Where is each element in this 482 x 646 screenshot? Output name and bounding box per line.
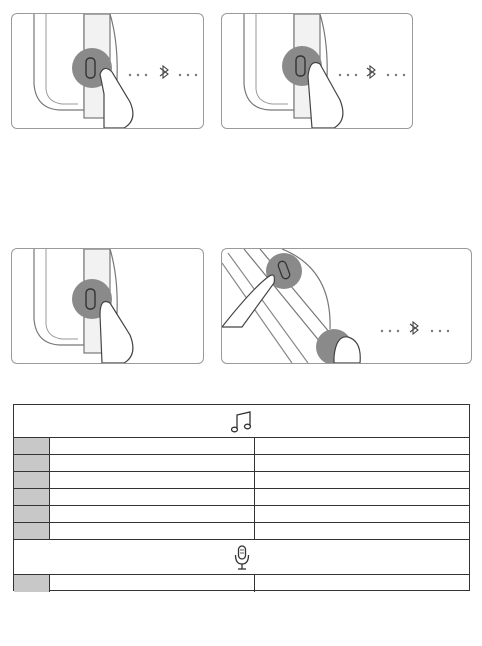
music-row xyxy=(14,506,469,523)
finger xyxy=(100,302,133,364)
action-cell xyxy=(255,523,469,539)
finger-top xyxy=(222,275,274,327)
function-cell xyxy=(50,438,255,454)
bluetooth-icon xyxy=(410,322,418,334)
music-row xyxy=(14,523,469,540)
music-row xyxy=(14,472,469,489)
illustration-step-1 xyxy=(11,13,204,129)
music-row xyxy=(14,455,469,472)
illustration-step-2 xyxy=(221,13,413,129)
pairing-dots-left xyxy=(339,74,357,76)
pairing-dots-right xyxy=(387,74,405,76)
row-marker xyxy=(14,575,50,592)
music-row xyxy=(14,489,469,506)
music-row xyxy=(14,438,469,455)
bluetooth-icon xyxy=(367,66,375,78)
controls-table xyxy=(13,404,470,591)
row-marker xyxy=(14,489,50,505)
row-marker xyxy=(14,472,50,488)
pairing-dots-right xyxy=(179,74,197,76)
action-cell xyxy=(255,575,469,592)
illustration-step-4 xyxy=(221,248,472,364)
function-cell xyxy=(50,523,255,539)
call-section-header xyxy=(14,540,469,575)
row-marker xyxy=(14,438,50,454)
action-cell xyxy=(255,489,469,505)
row-marker xyxy=(14,455,50,471)
finger-bottom xyxy=(334,337,360,363)
function-cell xyxy=(50,575,255,592)
function-cell xyxy=(50,455,255,471)
action-cell xyxy=(255,455,469,471)
call-row xyxy=(14,575,469,592)
bluetooth-icon xyxy=(160,66,168,78)
row-marker xyxy=(14,506,50,522)
finger xyxy=(308,63,343,129)
pairing-dots-left xyxy=(381,330,399,332)
action-cell xyxy=(255,438,469,454)
music-section-header xyxy=(14,405,469,438)
function-cell xyxy=(50,506,255,522)
action-cell xyxy=(255,472,469,488)
action-cell xyxy=(255,506,469,522)
function-cell xyxy=(50,472,255,488)
finger xyxy=(100,68,133,128)
microphone-icon xyxy=(234,545,250,571)
function-cell xyxy=(50,489,255,505)
pairing-dots-left xyxy=(129,74,147,76)
row-marker xyxy=(14,523,50,539)
music-note-icon xyxy=(231,410,253,434)
pairing-dots-right xyxy=(431,330,449,332)
illustration-step-3 xyxy=(11,248,204,364)
